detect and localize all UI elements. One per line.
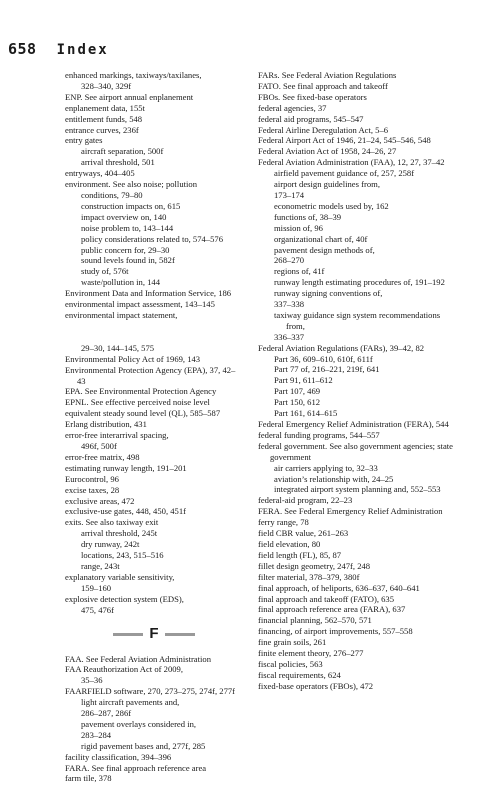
index-entry: facility classification, 394–396 <box>65 751 172 762</box>
index-subentry: dry runway, 242t <box>81 539 140 550</box>
index-entry: federal agencies, 37 <box>258 102 327 113</box>
index-subentry: 29–30, 144–145, 575 <box>81 342 155 353</box>
index-subentry: 159–160 <box>81 582 112 593</box>
section-heading <box>65 624 243 646</box>
index-subentry: policy considerations related to, 574–576 <box>81 233 224 244</box>
index-subentry: regions of, 41f <box>274 266 325 277</box>
index-entry: ENP. See airport annual enplanement <box>65 91 194 102</box>
index-subentry: range, 243t <box>81 560 120 571</box>
index-subentry: 475, 476f <box>81 604 114 615</box>
index-entry: federal government. See also government agencies; state government <box>258 440 453 462</box>
index-entry: exclusive areas, 472 <box>65 495 135 506</box>
index-entry: EPNL. See effective perceived noise level <box>65 397 210 408</box>
index-entry: Environmental Policy Act of 1969, 143 <box>65 353 201 364</box>
index-subentry: rigid pavement bases and, 277f, 285 <box>81 740 206 751</box>
index-entry: equivalent steady sound level (QL), 585–587 <box>65 408 221 419</box>
index-subentry: Part 91, 611–612 <box>274 375 333 386</box>
index-subentry: 35–36 <box>81 675 103 686</box>
index-entry: FAARFIELD software, 270, 273–275, 274f, 277f <box>65 686 236 697</box>
index-entry: Environment Data and Information Service, 186 <box>65 288 232 299</box>
index-subentry: 496f, 500f <box>81 441 117 451</box>
index-entry: excise taxes, 28 <box>65 484 120 495</box>
page-number: 658 <box>8 40 37 58</box>
index-subentry: functions of, 38–39 <box>274 211 342 222</box>
index-subentry: Part 150, 612 <box>274 397 321 408</box>
index-subentry: sound levels found in, 582f <box>81 255 175 266</box>
index-subentry: 337–338 <box>274 299 305 310</box>
index-subentry: light aircraft pavements and, <box>81 697 180 708</box>
index-entry: entry gates <box>65 135 103 146</box>
index-subentry: aviation’s relationship with, 24–25 <box>274 473 394 484</box>
index-entry: fiscal requirements, 624 <box>258 669 341 680</box>
running-head: Index <box>56 42 109 58</box>
index-entry: field length (FL), 85, 87 <box>258 549 342 560</box>
index-subentry: public concern for, 29–30 <box>81 244 170 255</box>
index-subentry: noise problem to, 143–144 <box>81 222 174 233</box>
index-subentry: air carriers applying to, 32–33 <box>274 462 378 473</box>
index-entry: financing, of airport improvements, 557–558 <box>258 626 413 637</box>
section-rule <box>165 633 195 636</box>
index-subentry: Part 161, 614–615 <box>274 408 338 419</box>
column-gap <box>65 321 243 343</box>
index-subentry: construction impacts on, 615 <box>81 200 181 211</box>
index-subentry: econometric models used by, 162 <box>274 200 389 211</box>
index-entry: Federal Emergency Relief Administration (FERA), 544 <box>258 419 449 429</box>
index-subentry: pavement overlays considered in, <box>81 718 197 729</box>
index-subentry: taxiway guidance sign system recommendations from, <box>274 309 441 331</box>
index-entry: EPA. See Environmental Protection Agency <box>65 386 217 397</box>
index-subentry: Part 77 of, 216–221, 219f, 641 <box>274 364 380 375</box>
index-subentry: Part 107, 469 <box>274 386 321 397</box>
index-entry: entryways, 404–405 <box>65 168 135 179</box>
index-entry: Federal Airport Act of 1946, 21–24, 545–546, 548 <box>258 135 431 146</box>
index-entry: explanatory variable sensitivity, <box>65 571 175 582</box>
index-entry: FAA Reauthorization Act of 2009, <box>65 664 183 675</box>
index-entry: environment. See also noise; pollution <box>65 179 197 190</box>
index-entry: Eurocontrol, 96 <box>65 473 119 484</box>
index-entry: farm tile, 378 <box>65 773 112 784</box>
index-entry: ferry range, 78 <box>258 517 309 528</box>
index-subentry: arrival threshold, 245t <box>81 528 158 539</box>
index-entry: entrance curves, 236f <box>65 124 139 135</box>
index-entry: Environmental Protection Agency (EPA), 37, 42–43 <box>65 364 236 386</box>
section-rule <box>113 633 143 636</box>
index-entry: Federal Aviation Regulations (FARs), 39–42, 82 <box>258 342 425 353</box>
index-subentry: arrival threshold, 501 <box>81 157 155 168</box>
index-entry: estimating runway length, 191–201 <box>65 462 187 473</box>
index-entry: enplanement data, 155t <box>65 102 145 113</box>
index-subentry: 173–174 <box>274 189 305 200</box>
index-subentry: airport design guidelines from, <box>274 179 380 190</box>
index-entry: FARA. See final approach reference area <box>65 762 207 773</box>
index-entry: fiscal policies, 563 <box>258 658 323 669</box>
index-subentry: 328–340, 329f <box>81 80 132 91</box>
index-subentry: study of, 576t <box>81 266 129 277</box>
index-entry: final approach and takeoff (FATO), 635 <box>258 593 395 604</box>
index-subentry: conditions, 79–80 <box>81 189 143 200</box>
index-entry: federal aid programs, 545–547 <box>258 113 364 124</box>
index-entry: final approach, of heliports, 636–637, 640–641 <box>258 582 420 593</box>
index-entry: FARs. See Federal Aviation Regulations <box>258 70 397 80</box>
index-entry: field CBR value, 261–263 <box>258 528 349 539</box>
index-entry: FAA. See Federal Aviation Administration <box>65 653 211 664</box>
index-subentry: mission of, 96 <box>274 222 323 233</box>
index-entry: final approach reference area (FARA), 637 <box>258 604 406 615</box>
index-subentry: locations, 243, 515–516 <box>81 550 164 561</box>
section-letter: F <box>149 625 159 643</box>
index-subentry: runway length estimating procedures of, 191–192 <box>274 277 445 288</box>
index-entry: FERA. See Federal Emergency Relief Administration <box>258 506 443 517</box>
index-entry: error-free interarrival spacing, <box>65 430 169 441</box>
index-subentry: impact overview on, 140 <box>81 211 167 222</box>
index-entry: Erlang distribution, 431 <box>65 419 147 430</box>
index-entry: FATO. See final approach and takeoff <box>258 80 388 91</box>
index-entry: finite element theory, 276–277 <box>258 648 364 659</box>
index-subentry: waste/pollution in, 144 <box>81 277 161 288</box>
index-entry: environmental impact statement, <box>65 309 178 320</box>
index-entry: Federal Airline Deregulation Act, 5–6 <box>258 124 389 135</box>
index-subentry: integrated airport system planning and, 552–553 <box>274 484 441 495</box>
index-subentry: organizational chart of, 40f <box>274 233 368 244</box>
index-entry: fillet design geometry, 247f, 248 <box>258 560 371 571</box>
index-entry: filter material, 378–379, 380f <box>258 571 360 582</box>
index-entry: exclusive-use gates, 448, 450, 451f <box>65 506 187 517</box>
index-entry: federal funding programs, 544–557 <box>258 429 380 440</box>
index-entry: Federal Aviation Act of 1958, 24–26, 27 <box>258 146 397 157</box>
index-column-right <box>258 70 458 692</box>
index-subentry: aircraft separation, 500f <box>81 146 164 157</box>
index-subentry: pavement design methods of, <box>274 244 375 255</box>
index-entry: fixed-base operators (FBOs), 472 <box>258 680 374 691</box>
index-entry: Federal Aviation Administration (FAA), 12, 27, 37–42 <box>258 157 445 168</box>
index-entry: exits. See also taxiway exit <box>65 517 159 528</box>
index-entry: federal-aid program, 22–23 <box>258 495 353 506</box>
index-entry: error-free matrix, 498 <box>65 451 140 462</box>
index-subentry: 283–284 <box>81 729 112 740</box>
page-header <box>8 40 109 58</box>
index-entry: fine grain soils, 261 <box>258 637 327 648</box>
index-entry: environmental impact assessment, 143–145 <box>65 299 215 310</box>
index-entry: enhanced markings, taxiways/taxilanes, <box>65 70 202 80</box>
index-subentry: runway signing conventions of, <box>274 288 383 299</box>
index-entry: FBOs. See fixed-base operators <box>258 91 367 102</box>
index-subentry: 268–270 <box>274 255 305 266</box>
index-subentry: Part 36, 609–610, 610f, 611f <box>274 353 373 364</box>
index-column-left <box>65 70 243 784</box>
index-subentry: 336–337 <box>274 331 305 342</box>
index-subentry: airfield pavement guidance of, 257, 258f <box>274 168 415 179</box>
index-entry: explosive detection system (EDS), <box>65 593 184 604</box>
index-entry: financial planning, 562–570, 571 <box>258 615 372 626</box>
index-entry: field elevation, 80 <box>258 538 321 549</box>
index-subentry: 286–287, 286f <box>81 708 132 719</box>
index-entry: entitlement funds, 548 <box>65 113 143 124</box>
